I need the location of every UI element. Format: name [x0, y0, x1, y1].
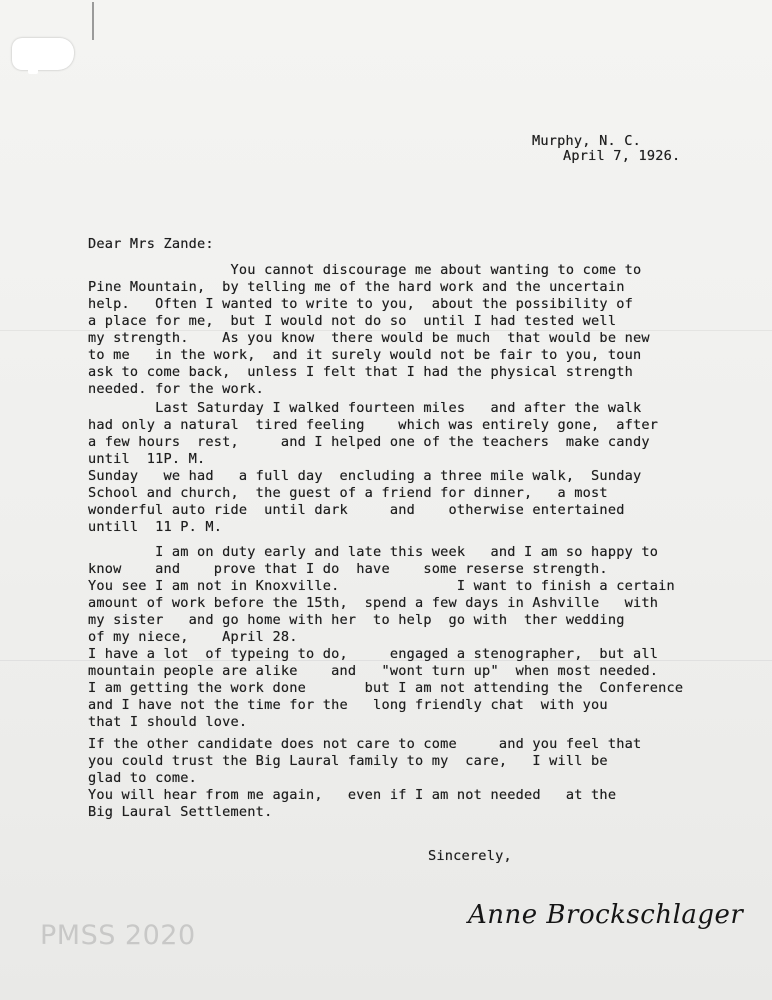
letter-salutation: Dear Mrs Zande:: [88, 236, 214, 252]
handwritten-signature: Anne Brockschlager: [468, 900, 744, 930]
letter-paragraph-2: Last Saturday I walked fourteen miles and after the walk had only a natural tired feeling which was entirely gone, after a few hours rest, and I helped one of the teachers make candy until 11P. M. Sunday we had a full day encluding a three mile walk, Sunday School and church, the guest of a friend for dinner, a most wonderful auto ride until dark and otherwise entertained untill 11 P. M.: [88, 400, 659, 535]
archive-watermark: PMSS 2020: [40, 920, 196, 951]
pencil-mark: [92, 2, 94, 40]
letter-date: April 7, 1926.: [563, 148, 681, 164]
letter-paragraph-4: If the other candidate does not care to come and you feel that you could trust the Big Laural family to my care, I will be glad to come. You will hear from me again, even if I am not needed at the Big Laural Settlement.: [88, 736, 642, 820]
tape-mark: [12, 38, 74, 70]
letter-paragraph-1: You cannot discourage me about wanting to come to Pine Mountain, by telling me of the hard work and the uncertain help. Often I wanted to write to you, about the possibility of a place for me, but I would not do so until I had tested well my strength. As you know there would be much that would be new to me in the work, and it surely would not be fair to you, toun ask to come back, unless I felt that I had the physical strength needed. for the work.: [88, 262, 650, 397]
letter-paragraph-3: I am on duty early and late this week and I am so happy to know and prove that I do have some reserse strength. You see I am not in Knoxville. I want to finish a certain amount of work before the 15th, spend a few days in Ashville with my sister and go home with her to help go with ther wedding of my niece, April 28. I have a lot of typeing to do, engaged a stenographer, but all mountain people are alike and "wont turn up" when most needed. I am getting the work done but I am not attending the Conference and I have not the time for the long friendly chat with you that I should love.: [88, 544, 684, 730]
letter-closing: Sincerely,: [428, 848, 512, 864]
letter-place: Murphy, N. C.: [532, 133, 641, 149]
